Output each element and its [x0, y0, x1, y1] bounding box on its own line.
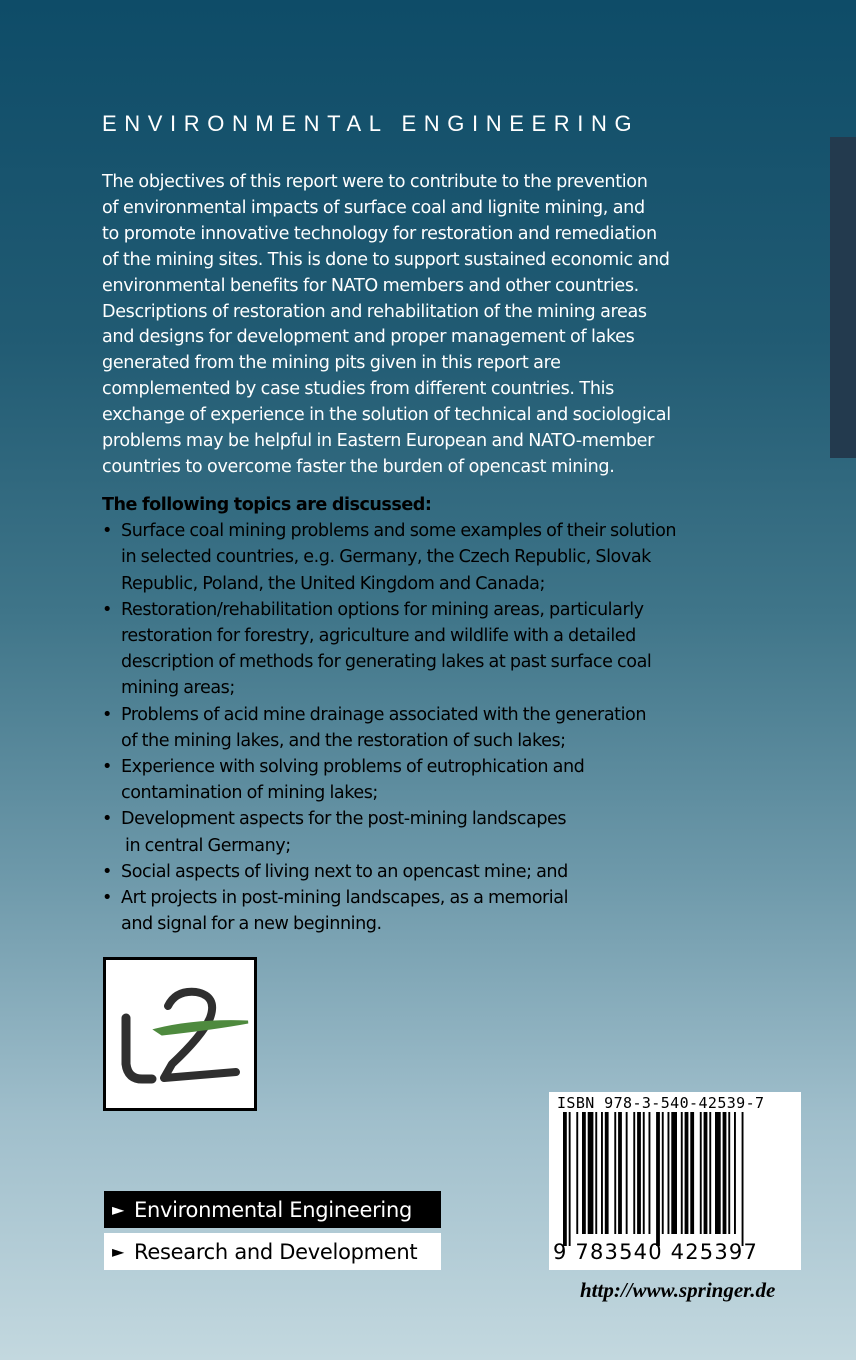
arrow-right-icon: ► [112, 1200, 125, 1219]
barcode-bar [704, 1112, 708, 1234]
barcode-bar [690, 1112, 694, 1234]
barcode-bar [595, 1112, 597, 1234]
barcode-bar [563, 1112, 567, 1246]
barcode-bar [605, 1112, 609, 1234]
barcode-bar [643, 1112, 645, 1234]
topics-heading: The following topics are discussed: [102, 495, 432, 515]
barcode-bar [715, 1112, 721, 1234]
barcode-bar [723, 1112, 727, 1234]
barcode-bar [569, 1112, 571, 1246]
topic-item [102, 702, 722, 754]
topic-line: Republic, Poland, the United Kingdom and Canada; [121, 573, 545, 594]
series-label-text: Environmental Engineering [134, 1198, 412, 1222]
barcode-bar [649, 1112, 651, 1234]
topic-item [102, 806, 722, 858]
barcode-bar [633, 1112, 635, 1234]
abstract-paragraph [102, 170, 702, 481]
abstract-line: The objectives of this report were to contribute to the prevention [102, 172, 648, 192]
barcode-bar [671, 1112, 677, 1234]
barcode-bar [685, 1112, 689, 1234]
topic-line: in central Germany; [125, 835, 291, 856]
spine-edge-bar [830, 137, 856, 458]
topic-item [102, 597, 722, 702]
topic-line: Restoration/rehabilitation options for mining areas, particularly [121, 599, 644, 620]
abstract-line: complemented by case studies from different countries. This [102, 379, 614, 400]
abstract-line: to promote innovative technology for restoration and remediation [102, 223, 657, 244]
barcode-bar [728, 1112, 730, 1234]
topic-line: and signal for a new beginning. [121, 914, 382, 935]
topic-line: in selected countries, e.g. Germany, the Czech Republic, Slovak [121, 547, 651, 568]
logo-letter-z [164, 992, 236, 1078]
barcode-bar [734, 1112, 736, 1234]
abstract-line: generated from the mining pits given in this report are [102, 353, 561, 374]
barcode-bar [588, 1112, 594, 1234]
series-label-environmental-engineering [104, 1191, 441, 1228]
topic-item [102, 885, 722, 937]
isbn-barcode [549, 1092, 801, 1270]
barcode-bar [656, 1112, 660, 1246]
abstract-line: environmental benefits for NATO members and other countries. [102, 275, 639, 296]
barcode-bar [681, 1112, 683, 1234]
barcode-bar [626, 1112, 628, 1234]
topic-line: mining areas; [121, 678, 235, 699]
series-label-research-development [104, 1233, 441, 1270]
topic-line: of the mining lakes, and the restoration of such lakes; [121, 730, 566, 751]
topics-section [102, 492, 722, 937]
bullet-icon: • [102, 861, 112, 882]
bullet-icon: • [102, 599, 112, 620]
barcode-bar [637, 1112, 641, 1234]
abstract-line: Descriptions of restoration and rehabilitation of the mining areas [102, 301, 647, 322]
barcode-bar [668, 1112, 670, 1234]
abstract-line: and designs for development and proper management of lakes [102, 327, 635, 348]
barcode-bar [618, 1112, 622, 1234]
abstract-line: problems may be helpful in Eastern European and NATO-member [102, 431, 655, 452]
topic-line: contamination of mining lakes; [121, 783, 378, 804]
topic-line: Problems of acid mine drainage associated with the generation [121, 704, 647, 725]
bullet-icon: • [102, 809, 112, 830]
barcode-digits: 9 783540 425397 [553, 1240, 759, 1264]
series-label-text: Research and Development [134, 1240, 418, 1264]
ufz-logo-icon [106, 960, 254, 1108]
isbn-text: ISBN 978-3-540-42539-7 [557, 1094, 765, 1112]
barcode-bar [662, 1112, 664, 1234]
abstract-line: of the mining sites. This is done to support sustained economic and [102, 249, 670, 270]
topic-line: Art projects in post-mining landscapes, as a memorial [121, 888, 569, 909]
abstract-line: of environmental impacts of surface coal and lignite mining, and [102, 197, 645, 218]
barcode-bar [709, 1112, 711, 1234]
topic-line: Experience with solving problems of eutrophication and [121, 757, 585, 778]
topic-line: Surface coal mining problems and some examples of their solution [121, 521, 677, 542]
ufz-logo [103, 957, 257, 1111]
topic-item [102, 518, 722, 597]
series-heading: ENVIRONMENTAL ENGINEERING [102, 111, 640, 136]
series-labels [104, 1191, 441, 1275]
logo-letter-u [126, 1018, 152, 1079]
barcode-bar [700, 1112, 702, 1234]
bullet-icon: • [102, 704, 112, 725]
topic-list [102, 518, 722, 937]
bullet-icon: • [102, 888, 112, 909]
barcode-bar [582, 1112, 586, 1234]
barcode-bar [614, 1112, 616, 1234]
bullet-icon: • [102, 521, 112, 542]
topic-line: Social aspects of living next to an opencast mine; and [121, 861, 568, 882]
topic-line: restoration for forestry, agriculture and wildlife with a detailed [121, 626, 636, 647]
barcode-bar [742, 1112, 744, 1246]
arrow-right-icon: ► [112, 1242, 125, 1261]
publisher-url: http://www.springer.de [580, 1278, 776, 1302]
barcode-bar [576, 1112, 578, 1234]
barcode-bar [601, 1112, 603, 1234]
abstract-line: exchange of experience in the solution of technical and sociological [102, 405, 671, 426]
topic-item [102, 754, 722, 806]
topic-line: description of methods for generating lakes at past surface coal [121, 652, 652, 673]
abstract-line: countries to overcome faster the burden of opencast mining. [102, 456, 615, 477]
topic-line: Development aspects for the post-mining landscapes [121, 809, 567, 830]
topic-item [102, 859, 722, 885]
bullet-icon: • [102, 757, 112, 778]
barcode-bars [561, 1112, 789, 1246]
